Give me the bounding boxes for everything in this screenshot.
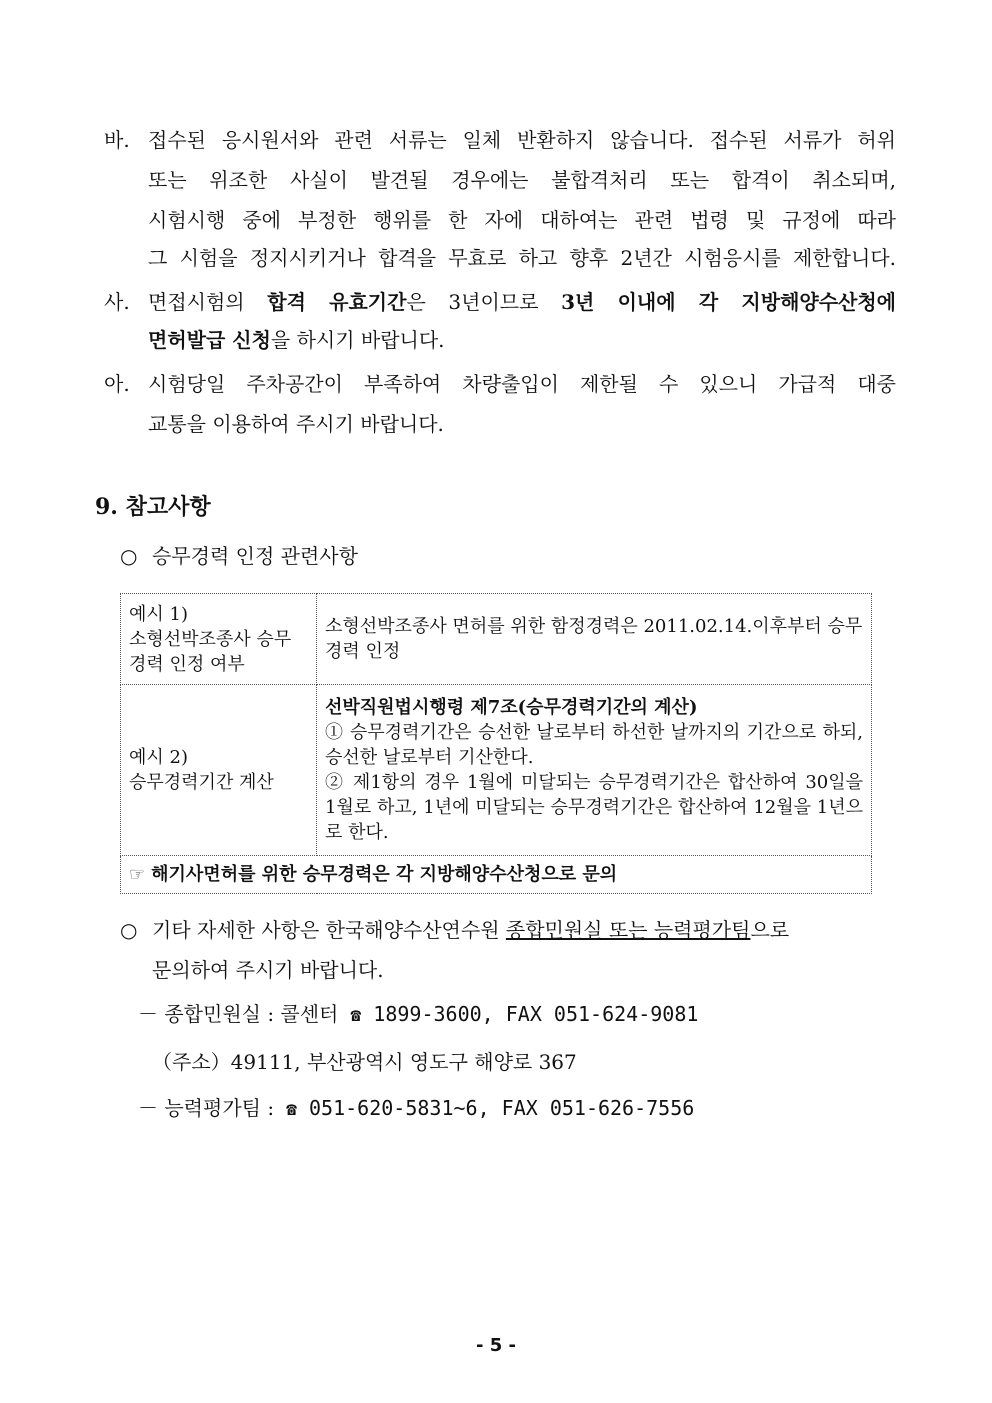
text-run: 은 3년이므로 [406, 290, 562, 314]
table-note-cell [121, 856, 872, 894]
item-marker: 바. [104, 128, 130, 152]
regulation-clause-1: ① 승무경력기간은 승선한 날로부터 하선한 날까지의 기간으로 하되, 승선한 날로부터 기산한다. [325, 722, 863, 768]
contact-office-link[interactable]: 종합민원실 또는 능력평가팀 [505, 918, 751, 942]
cell-line: 예시 1) [129, 603, 188, 625]
cell-line: 예시 2) [129, 747, 188, 768]
item-line: 그 시험을 정지시키거나 합격을 무효로 하고 향후 2년간 시험응시를 제한합니다. [148, 246, 896, 270]
cell-line: 승무경력기간 계산 [129, 772, 274, 793]
emphasis-license-application: 면허발급 신청 [148, 328, 271, 352]
contact-label: － 종합민원실 : 콜센터 [138, 1002, 339, 1026]
contact-line-civil-office [138, 998, 698, 1027]
phone-icon: ☎ [350, 1005, 362, 1026]
text-run: 을 하시기 바랍니다. [270, 328, 445, 352]
contact-line-address [152, 1046, 577, 1075]
section-title: 9. 참고사항 [95, 494, 211, 520]
table-cell-label [121, 685, 317, 856]
item-line: 교통을 이용하여 주시기 바랍니다. [148, 412, 444, 436]
text-run: 면접시험의 [148, 290, 268, 314]
address-text: （주소）49111, 부산광역시 영도구 해양로 367 [152, 1050, 577, 1074]
emphasis-apply-within: 3년 이내에 각 지방해양수산청에 [561, 290, 896, 314]
bullet-circle-icon: ○ [120, 544, 138, 568]
table-row [121, 685, 872, 856]
bullet-circle-icon: ○ [120, 918, 138, 942]
table-note-row [121, 856, 872, 894]
reference-table [120, 593, 872, 894]
item-line: 시험당일 주차공간이 부족하여 차량출입이 제한될 수 있으니 가급적 대중 [148, 372, 896, 396]
item-line: 접수된 응시원서와 관련 서류는 일체 반환하지 않습니다. 접수된 서류가 허위 [148, 128, 896, 152]
item-line [148, 324, 445, 353]
cell-line: 소형선박조종사 승무 [129, 628, 292, 650]
item-line [148, 286, 896, 315]
item-marker: 아. [104, 372, 130, 396]
page-number: - 5 - [476, 1335, 516, 1356]
bullet-item [120, 540, 358, 569]
table-cell-content: 소형선박조종사 면허를 위한 함정경력은 2011.02.14.이후부터 승무경력 인정 [317, 594, 872, 685]
cell-line: 경력 인정 여부 [129, 653, 245, 675]
contact-line-evaluation-team [138, 1092, 694, 1121]
phone-icon: ☎ [286, 1099, 297, 1120]
contact-bullet-line2: 문의하여 주시기 바랍니다. [152, 958, 384, 982]
contact-label: － 능력평가팀 : [138, 1096, 275, 1120]
item-line: 또는 위조한 사실이 발견될 경우에는 불합격처리 또는 합격이 취소되며, [148, 168, 896, 192]
table-cell-content [317, 685, 872, 856]
table-cell-label [121, 594, 317, 685]
item-marker: 사. [104, 290, 130, 314]
contact-value: 051-620-5831~6, FAX 051-626-7556 [296, 1096, 695, 1120]
pointing-hand-icon: ☞ [129, 864, 146, 885]
item-line: 시험시행 중에 부정한 행위를 한 자에 대하여는 관련 법령 및 규정에 따라 [148, 208, 896, 232]
bullet-text: 승무경력 인정 관련사항 [152, 544, 358, 568]
table-row [121, 594, 872, 685]
regulation-clause-2: ② 제1항의 경우 1월에 미달되는 승무경력기간은 합산하여 30일을 1월로 하고, 1년에 미달되는 승무경력기간은 합산하여 12월을 1년으로 한다. [325, 772, 863, 843]
contact-value: 1899-3600, FAX 051-624-9081 [361, 1002, 699, 1026]
regulation-title: 선박직원법시행령 제7조(승무경력기간의 계산) [325, 697, 698, 718]
text-run: 으로 [750, 918, 790, 942]
emphasis-validity-period: 합격 유효기간 [267, 290, 407, 314]
contact-bullet [120, 914, 896, 943]
text-run: 기타 자세한 사항은 한국해양수산연수원 [152, 918, 506, 942]
note-text: 해기사면허를 위한 승무경력은 각 지방해양수산청으로 문의 [151, 864, 618, 885]
